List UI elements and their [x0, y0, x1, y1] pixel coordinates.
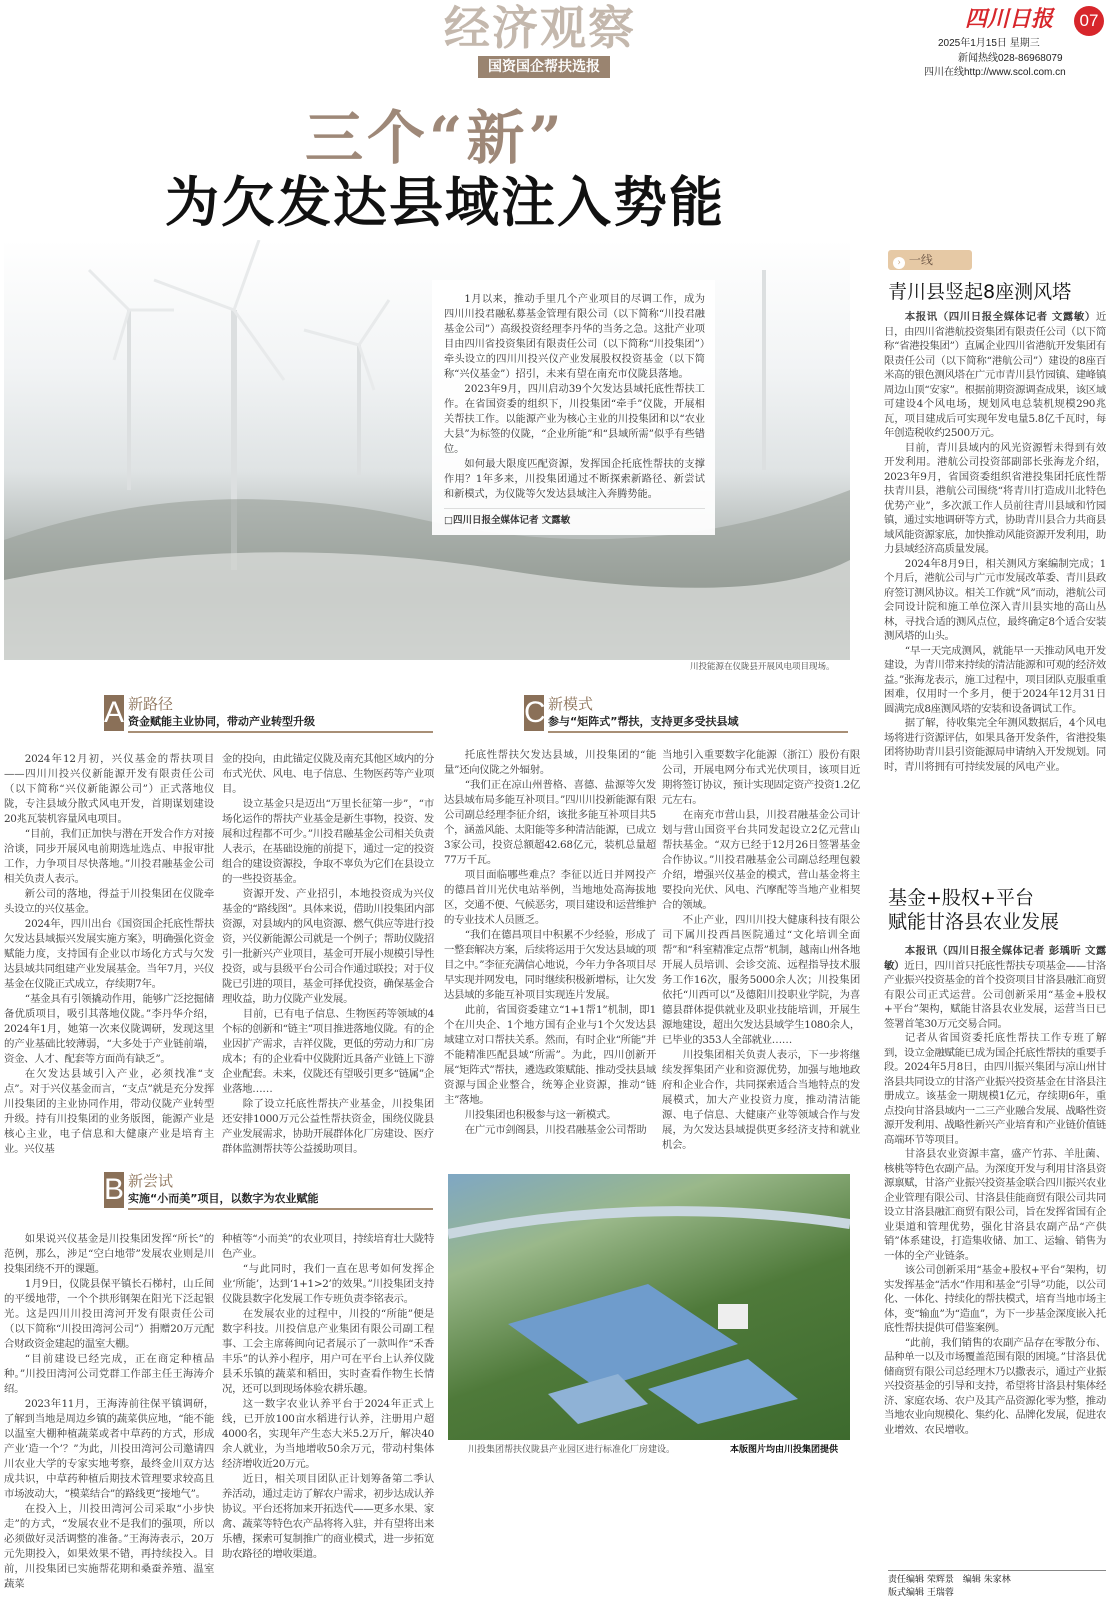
website: 四川在线http://www.scol.com.cn	[924, 67, 1066, 78]
paragraph: “与此同时，我们一直在思考如何发挥企业‘所能’，达到‘1+1>2’的效果。”川投集团支持仪陇县数字化发展工作专班负责李铭表示。	[222, 1263, 434, 1305]
article-title	[888, 886, 1059, 934]
paragraph: 托底性帮扶欠发达县域，川投集团的“能量”还向仪陇之外辐射。	[444, 749, 656, 776]
paragraph: 不止产业，四川川投大健康科技有限公司下属川投西昌医院通过“文化培训全面帮”和“科室精准定点帮”机制，越南山州各地开展人员培训、会诊交流、远程指导技术服务工作16次，服务5000余人次；川投集团依托“川西可以”及德阳川投职业学院，为喜德县群体提供就业及职业技能培训，开展生源地建设，超出欠发达县域学生1080余人，已毕业的353人全部就业……	[662, 914, 860, 1046]
column	[222, 1232, 434, 1600]
section-subtitle: 参与“矩阵式”帮扶，支持更多受扶县域	[548, 715, 739, 728]
paragraph: 资源开发、产业招引，本地投资成为兴仪基金的“路线图”。具体来说，借助川投集团内部资源，对县域内的风电资源、燃气供应等进行投资，兴仪新能源公司就是一个例子；帮助仪陇招引一批新兴产业项目，基金可开展小规模引导性投资，或与县级平台公司合作通过联投；对于仪陇已引进的项目，基金可择优投资，确保基金合理收益，助力仪陇产业发展。	[222, 888, 434, 1005]
paragraph: 新公司的落地，得益于川投集团在仪陇牵头设立的兴仪基金。	[4, 888, 214, 915]
section-letter: B	[104, 1173, 125, 1206]
intro-paragraph: 如何最大限度匹配资源，发挥国企托底性帮扶的支撑作用？1年多来，川投集团通过不断探索新路径、新尝试和新模式，为仪陇等欠发达县域注入奔腾势能。	[444, 459, 705, 500]
column	[4, 752, 214, 1166]
wind-turbines-illustration	[4, 240, 850, 660]
paragraph: 川投集团相关负责人表示，下一步将继续发挥集团产业和资源优势，加强与地地政府和企业合作，共同探索适合当地特点的发展模式，加大产业投资力度，推动清洁能源、电子信息、大健康产业等领域合作与发展，为欠发达县域提供更多经济支持和就业机会。	[662, 1049, 860, 1151]
title-line: 基金+股权+平台	[888, 887, 1034, 909]
paragraph: 近日，相关项目团队正计划筹备第二季认养活动，通过走访了解农户需求，初步达成认养协议。平台还将加来开拓迭代——更多水果、家禽、蔬菜等特色农产品将将入驻，并有望将出来乐槽，探索可复制推广的商业模式，进一步拓宽助农路径的增收渠道。	[222, 1473, 434, 1560]
paragraph: “我们正在凉山州普格、喜德、盐源等欠发达县域布局多能互补项目。”四川川投新能源有限公司副总经理李征介绍，该批多能互补项目共5个，涵盖风能、太阳能等多种清洁能源，已成立3家公司，投资总额超42.68亿元，装机总量超77万千瓦。	[444, 779, 656, 866]
title-line: 赋能甘洛县农业发展	[888, 911, 1060, 933]
paragraph: “目前建设已经完成，正在商定种植品种。”川投田湾河公司党群工作部主任王海涛介绍。	[4, 1353, 214, 1395]
section-rule	[548, 731, 848, 733]
paragraph: 川投集团也积极参与这一新模式。	[464, 1109, 617, 1121]
article-lead: 本报讯（四川日报全媒体记者 文露敏）	[904, 311, 1096, 323]
paragraph: “早一天完成测风，就能早一天推动风电开发建设，为青川带来持续的清洁能源和可观的经济效益。”张海龙表示，施工过程中，项目团队克服重重困难，仅用时一个多月，便于2024年12月31日圆满完成8座测风塔的安装和设备调试工作。	[884, 644, 1106, 715]
section-letter: C	[524, 696, 546, 729]
section-title: 新路径	[128, 695, 174, 713]
column	[884, 944, 1106, 1564]
paragraph: 该公司创新采用“基金+股权+平台”架构，切实发挥基金“活水”作用和基金“引导”功能，以公司化、一体化、持续化的帮扶模式，培育当地市场主体，变“输血”为“造血”，为下一步基金深度嵌入托底性帮扶提供可借鉴案例。	[884, 1264, 1106, 1334]
headline-title: 为欠发达县域注入势能	[165, 171, 725, 234]
page-number: 07	[1074, 6, 1104, 36]
photo-credit: 本版图片均由川投集团提供	[730, 1445, 839, 1455]
section-subtitle: 实施“小而美”项目，以数字为农业赋能	[128, 1192, 319, 1205]
layout-editor-credit: 版式编辑 王瑞蓉	[888, 1588, 954, 1598]
paragraph: 记者从省国资委托底性帮扶工作专班了解到，设立金融赋能已成为国企托底性帮扶的重要手段。2024年5月8日，由四川振兴集团与凉山州甘洛县共同设立的甘洛产业振兴投资基金在甘洛县注册成立。该基金一期规模1亿元，存续期6年，重点投向甘洛县域内一二三产业融合发展、战略性资源开发利用、战略性新兴产业培育和产业链价值链高端环节等项目。	[884, 1032, 1106, 1146]
photo-caption: 川投集团帮扶仪陇县产业园区进行标准化厂房建设。	[468, 1445, 676, 1455]
paragraph: 在欠发达县域引入产业，必须找准“支点”。对于兴仪基金而言，“支点”就是充分发挥川投集团的主业协同作用，带动仪陇产业转型升级。持有川投集团的业务版图，能源产业是核心主业，电子信息和大健康产业是培育主业。兴仪基	[4, 1068, 214, 1155]
column	[4, 1232, 214, 1600]
section-badge: 国资国企帮扶选报	[478, 56, 610, 78]
paragraph: “目前，我们正加快与潜在开发合作方对接洽谈，同步开展风电前期选址选点、申报审批工作，力争项目尽快落地。”川投君融基金公司相关负责人表示。	[4, 828, 214, 885]
paragraph: 当地引入重要数字化能源（浙江）股份有限公司，开展电网分布式光伏项目，该项目近期将签订协议，预计实现固定资产投资1.2亿元左右。	[662, 749, 860, 806]
paragraph: 在投入上，川投田湾河公司采取“小步快走”的方式，“发展农业不是我们的强项，所以必须做好灵活调整的准备。”王海涛表示，20万元先期投入，如果效果不错，再持续投入。目前，川投集团已实施帮花期和桑蚕养殖、温室蔬菜	[4, 1503, 214, 1590]
paragraph: 设立基金只是迈出“万里长征第一步”，“市场化运作的帮扶产业基金是新生事物，投资、发展和过程都不可少。”川投君融基金公司相关负责人表示，在基础设施的前提下，通过一定的投资组合的建设资源投，争取不辜负为它们在县设立的一些投资基金。	[222, 798, 434, 885]
paragraph: 除了设立托底性帮扶产业基金，川投集团还安排1000万元公益性帮扶资金，围绕仪陇县产业发展需求，协助开展群体化厂房建设、医疗群体监测帮扶等公益援助项目。	[222, 1098, 434, 1155]
photo-caption: 川投能源在仪陇县开展风电项目现场。	[690, 662, 835, 672]
section-title: 新尝试	[128, 1172, 174, 1190]
paragraph: 在广元市剑阁县，川投君融基金公司帮助	[464, 1124, 647, 1136]
paragraph: 这一数字农业认养平台于2024年正式上线，已开放100亩水稻进行认养，注册用户超4000名，实现年产生态大米5.2万斤，解决40余人就业，为当地增收50余万元，带动村集体经济增收近20万元。	[222, 1398, 434, 1470]
paragraph: 甘洛县农业资源丰富，盛产竹荪、羊肚菌、核桃等特色农副产品。为深度开发与利用甘洛县资源禀赋，甘洛产业振兴投资基金联合四川振兴农业企业管理有限公司、甘洛县佳能商贸有限公司共同设立甘洛县融汇商贸有限公司，旨在发挥省国有企业渠道和管理优势，强化甘洛县农副产品“产供销”体系建设，打造集收储、加工、运输、销售为一体的全产业链条。	[884, 1148, 1106, 1262]
section-title: 新模式	[548, 695, 594, 713]
paper-logo: 四川日报	[965, 6, 1054, 32]
paragraph: 此前，省国资委建立“1+1帮1”机制，即1个在川央企、1个地方国有企业与1个欠发达县域建立对口帮扶关系。然而，有时企业“所能”并不能精准匹配县域“所需”。为此，四川创新开展“矩阵式”帮扶，遴选政策赋能、推动受扶县域资源与国企业整合，统筹企业资源，推动“链主”落地。	[444, 1004, 656, 1106]
section-letter: A	[104, 696, 125, 729]
editor-credit: 责任编辑 荣辉景 编辑 朱家林	[888, 1575, 1011, 1585]
intro-box	[432, 280, 715, 535]
paragraph: “我们在德昌项目中积累不少经验，形成了一整套解决方案，后续将运用于欠发达县域的项目之中。”李征充满信心地说，今年力争各项目尽早实现并网发电，同时继续积极新增标，让欠发达县域的多能互补项目实现连片发展。	[444, 929, 656, 1001]
column	[444, 748, 656, 1168]
section-rule	[128, 1208, 433, 1210]
chevron-right-icon: ›	[893, 257, 905, 269]
wind-farm-photo	[4, 240, 850, 660]
section-name: 经济观察	[444, 1, 636, 55]
paragraph: 种植等“小而美”的农业项目，持续培育壮大陇特色产业。	[222, 1233, 434, 1260]
intro-paragraph: 2023年9月，四川启动39个欠发达县域托底性帮扶工作。在省国资委的组织下，川投集团“牵手”仪陇，开展相关帮扶工作。以能源产业为核心主业的川投集团和以“农业大县”为标签的仪陇，“企业所能”和“县域所需”似乎有些错位。	[444, 384, 705, 455]
paragraph: 近日，四川首只托底性帮扶专项基金——甘洛产业振兴投资基金的首个投资项目甘洛县融汇商贸有限公司正式运营。公司创新采用“基金+股权+平台”架构，赋能甘洛县农业发展，运营当日已签署首笔30万元交易合同。	[884, 959, 1106, 1030]
paragraph: 据了解，待收集完全年测风数据后，4个风电场将进行资源评估，如果具备开发条件，省港投集团将协助青川县引资能源局申请纳入开发规划。同时，青川将拥有可持续发展的风电产业。	[884, 717, 1106, 773]
paragraph: 如果说兴仪基金是川投集团发挥“所长”的范例，那么，涉足“空白地带”发展农业则是川投集团绕不开的课题。	[4, 1233, 214, 1275]
credits	[888, 1570, 1106, 1600]
tag-label: 一线	[908, 253, 933, 267]
paragraph: 近日，由四川省港航投资集团有限责任公司（以下简称“省港投集团”）直属企业四川省港航开发集团有限责任公司（以下简称“港航公司”）建设的8座百米高的银色测风塔在广元市青川县竹园镇、建峰镇周边山顶“安家”。根据前期资源调查成果，该区域可建设4个风电场，规划风电总装机规模290兆瓦，项目建成后可实现年发电量5.8亿千瓦时，每年创造税收约2500万元。	[884, 311, 1106, 439]
paragraph: 2024年12月初，兴仪基金的帮扶项目——四川川投兴仪新能源开发有限责任公司（以下简称“兴仪新能源公司”）正式落地仪陇，专注县域分散式风电开发，首期谋划建设20兆瓦装机容量风电项目。	[4, 753, 214, 825]
paragraph: 2024年8月9日，相关测风方案编制完成；1个月后，港航公司与广元市发展改革委、青川县政府签订测风协议。相关工作就“风”而动，港航公司会同设计院和施工单位深入青川县实地的高山丛林，寻找合适的测风点位，最终确定8个适合安装测风塔的山头。	[884, 557, 1106, 642]
news-hotline: 新闻热线028-86968079	[958, 53, 1063, 64]
paragraph: 项目面临哪些难点？李征以近日并网投产的德昌首川光伏电站举例，当地地处高海拔地区，交通不便、气候恶劣，项目建设和运营维护的专业技术人员匮乏。	[444, 869, 656, 926]
section-rule	[128, 731, 433, 733]
headline-kicker: 三个“新”	[305, 104, 566, 172]
column	[884, 310, 1106, 878]
paragraph: 在发展农业的过程中，川投的“所能”便是数字科技。川投信息产业集团有限公司副工程事、工会主席蒋闽向记者展示了一款叫作“禾香丰乐”的认养小程序，用户可在平台上认养仪陇县禾乐镇的蔬菜和稻田，实时查看作物生长情况，还可以到现场体验农耕乐趣。	[222, 1308, 434, 1395]
column	[222, 752, 434, 1166]
paragraph: 2023年11月，王海涛前往保平镇调研，了解到当地是周边乡镇的蔬菜供应地，“能不能以温室大棚种植蔬菜或者中草药的方式，形成产业‘造一个’？”为此，川投田湾河公司邀请四川农业大学的专家实地考察，最终金川双方达成共识，中草药种植后期技术管理要求较高且市场波动大，“模菜结合”的路线更“接地气”。	[4, 1398, 214, 1500]
paragraph: “基金具有引领撬动作用，能够广泛挖掘储备优质项目，吸引其落地仪陇。”李丹华介绍，2024年1月，她第一次来仪陇调研，发现这里的产业基础比较薄弱，“大多处于产业链前端，资金、人才、配套等方面尚有缺乏”。	[4, 993, 214, 1065]
section-subtitle: 资金赋能主业协同，带动产业转型升级	[128, 715, 315, 728]
factory-buildings-illustration	[448, 1174, 850, 1440]
column	[662, 748, 860, 1168]
byline: □四川日报全媒体记者 文露敏	[444, 508, 705, 527]
issue-date: 2025年1月15日 星期三	[938, 38, 1040, 49]
paragraph: 金的投向，由此锚定仪陇及南充其他区域内的分布式光伏、风电、电子信息、生物医药等产业项目。	[222, 753, 434, 795]
industrial-park-photo	[448, 1174, 850, 1440]
article-lead: 本报讯（四川日报全媒体记者 彭瑀昕 文露敏）	[884, 945, 1106, 972]
paragraph: “此前，我们销售的农副产品存在零散分布、品种单一以及市场覆盖范围有限的困境。”甘洛县优储商贸有限公司总经理木乃以撒表示，通过产业振兴投资基金的引导和支持，希望将甘洛县村集体经济、家庭农场、农户及其产品资源化零为整，推动当地农业向规模化、集约化、品牌化发展，促进农业增效、农民增收。	[884, 1336, 1106, 1436]
paragraph: 在南充市营山县，川投君融基金公司计划与营山国资平台共同发起设立2亿元营山帮扶基金。“双方已经于12月26日签署基金合作协议。”川投君融基金公司副总经理包毅介绍，增强兴仪基金的模式，营山基金将主要投向光伏、风电、汽摩配等当地产业相契合的领域。	[662, 809, 860, 911]
paragraph: 1月9日，仪陇县保平镇长石梯村，山丘间的平缓地带，一个个拱形钢架在阳光下泛起银光。这是四川川投田湾河开发有限责任公司（以下简称“川投田湾河公司”）捐赠20万元配合财政资金建起的温室大棚。	[4, 1278, 214, 1350]
paragraph: 2024年，四川出台《国资国企托底性帮扶欠发达县域振兴发展实施方案》，明确强化资金赋能力度，支持国有企业以市场化方式与欠发达县域共同组建产业发展基金。当年7月，兴仪基金在仪陇正式成立，存续期7年。	[4, 918, 214, 990]
paragraph: 目前，已有电子信息、生物医药等领域的4个标的创新和“链主”项目推进落地仪陇。有的企业因扩产需求，吉祥仪陇，更低的劳动力和厂房成本；有的企业看中仪陇附近具备产业链上下游企业配套。未来，仪陇还有望吸引更多“链属”企业落地……	[222, 1008, 434, 1095]
sidebar-tag	[888, 250, 972, 270]
paragraph: 目前，青川县域内的风光资源暂未得到有效开发利用。港航公司投资部副部长张海龙介绍，2023年9月，省国资委组织省港投集团托底性帮扶青川县，港航公司围绕“将青川打造成川北特色优势产业”，多次派工作人员前往青川县域和竹园镇，通过实地调研等方式，协助青川县合力共商县域风能资源家底，加快推动风能资源开发利用，助力县域经济高质量发展。	[884, 441, 1106, 555]
article-title: 青川县竖起8座测风塔	[888, 281, 1072, 303]
intro-paragraph: 1月以来，推动手里几个产业项目的尽调工作，成为四川川投君融私募基金管理有限公司（以下简称“川投君融基金公司”）高级投资经理李丹华的当务之急。这批产业项目由四川省投资集团有限责任公司（以下简称“川投集团”）牵头设立的四川川投兴仪产业发展股权投资基金（以下简称“兴仪基金”）招引，未来有望在南充市仪陇县落地。	[444, 294, 705, 380]
